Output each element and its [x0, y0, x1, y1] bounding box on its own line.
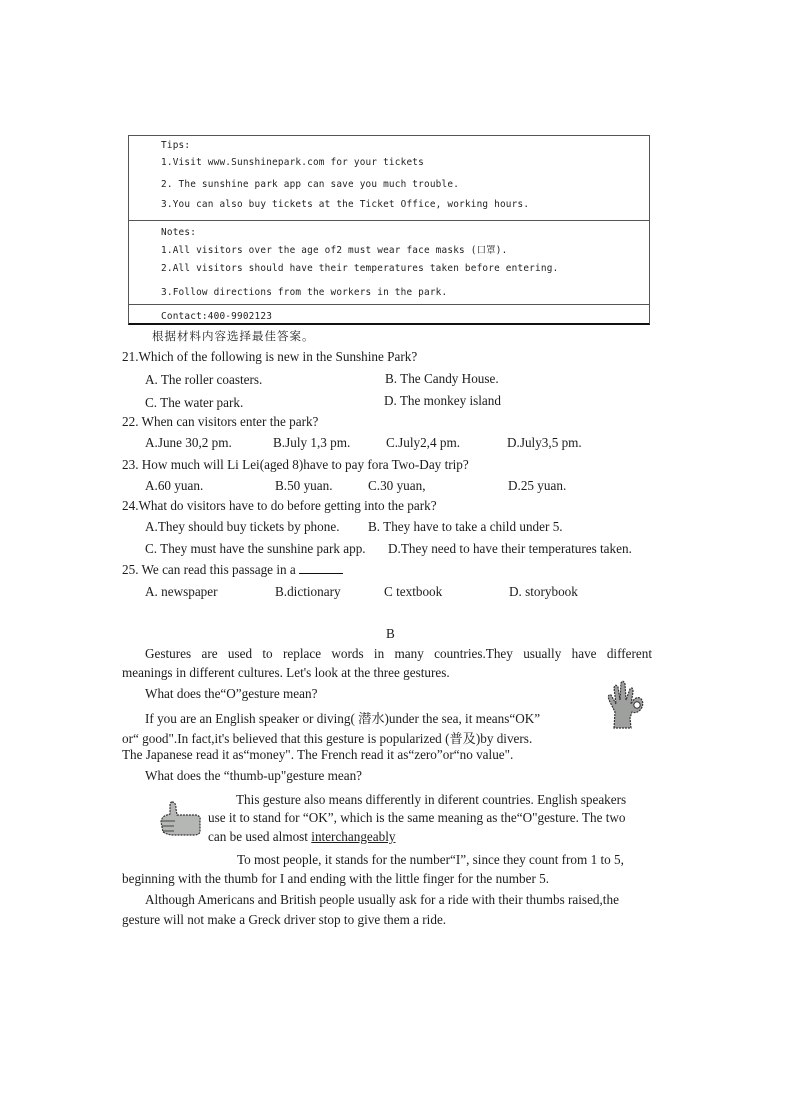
section-label: B: [386, 626, 395, 641]
paragraph-line: use it to stand for “OK”, which is the same meaning as the“O"gesture. The two: [208, 810, 626, 825]
option-b: B.50 yuan.: [275, 478, 333, 493]
option-d: D.They need to have their temperatures taken.: [388, 541, 632, 556]
tip-item: 2. The sunshine park app can save you much trouble.: [161, 179, 460, 190]
question-stem: 23. How much will Li Lei(aged 8)have to pay fora Two-Day trip?: [122, 457, 469, 472]
option-b: B.July 1,3 pm.: [273, 435, 351, 450]
option-a: A. newspaper: [145, 584, 218, 599]
note-item: 2.All visitors should have their temperatures taken before entering.: [161, 263, 559, 274]
paragraph-line: [208, 829, 396, 845]
ok-hand-icon: [604, 676, 646, 732]
notes-heading: Notes:: [161, 227, 197, 238]
subheading-o-gesture: What does the“O”gesture mean?: [145, 686, 318, 701]
option-c: C. The water park.: [145, 395, 244, 410]
option-c: C textbook: [384, 584, 443, 599]
question-stem-text: 25. We can read this passage in a: [122, 562, 296, 577]
note-item: 1.All visitors over the age of2 must wear face masks (口罩).: [161, 245, 508, 256]
option-d: D.25 yuan.: [508, 478, 567, 493]
option-b: B.dictionary: [275, 584, 341, 599]
option-b: B. The Candy House.: [385, 371, 499, 386]
option-a: A.June 30,2 pm.: [145, 435, 232, 450]
contact-info: Contact:400-9902123: [161, 311, 273, 322]
option-c: C.30 yuan,: [368, 478, 426, 493]
paragraph-line: To most people, it stands for the number“I”, since they count from 1 to 5,: [237, 852, 624, 867]
instruction-text: 根据材料内容选择最佳答案。: [152, 329, 315, 343]
answer-blank: [299, 562, 343, 574]
option-c: C. They must have the sunshine park app.: [145, 541, 366, 556]
question-stem: 22. When can visitors enter the park?: [122, 414, 319, 429]
tips-heading: Tips:: [161, 140, 191, 151]
option-a: A. The roller coasters.: [145, 372, 263, 387]
paragraph-line: If you are an English speaker or diving( 潜水)under the sea, it means“OK”: [145, 711, 541, 726]
underlined-word: interchangeably: [311, 829, 396, 844]
option-b: B. They have to take a child under 5.: [368, 519, 563, 534]
question-stem: 24.What do visitors have to do before getting into the park?: [122, 498, 437, 513]
paragraph-line: beginning with the thumb for I and ending with the little finger for the number 5.: [122, 871, 550, 886]
option-d: D. The monkey island: [384, 393, 501, 408]
option-d: D. storybook: [509, 584, 578, 599]
paragraph-line: or“ good".In fact,it's believed that this gesture is popularized (普及)by divers.: [122, 731, 533, 746]
option-d: D.July3,5 pm.: [507, 435, 582, 450]
divider-notes-contact: [129, 304, 649, 305]
paragraph-line: gesture will not make a Greck driver stop to give them a ride.: [122, 912, 447, 927]
note-item: 3.Follow directions from the workers in the park.: [161, 287, 448, 298]
paragraph-line: Gestures are used to replace words in many countries.They usually have different: [145, 646, 652, 661]
tip-item: 1.Visit www.Sunshinepark.com for your tickets: [161, 157, 424, 168]
tip-item: 3.You can also buy tickets at the Ticket Office, working hours.: [161, 199, 530, 210]
subheading-thumb-gesture: What does the “thumb-up"gesture mean?: [145, 768, 363, 783]
question-stem: [122, 562, 343, 578]
paragraph-line: meanings in different cultures. Let's look at the three gestures.: [122, 665, 450, 680]
paragraph-line: This gesture also means differently in diferent countries. English speakers: [236, 792, 627, 807]
thumbs-up-icon: [158, 800, 204, 838]
question-stem: 21.Which of the following is new in the Sunshine Park?: [122, 349, 418, 364]
paragraph-line: Although Americans and British people usually ask for a ride with their thumbs raised,the: [145, 892, 619, 907]
option-a: A.60 yuan.: [145, 478, 204, 493]
divider-tips-notes: [129, 220, 649, 221]
option-a: A.They should buy tickets by phone.: [145, 519, 340, 534]
option-c: C.July2,4 pm.: [386, 435, 461, 450]
paragraph-line: The Japanese read it as“money". The French read it as“zero”or“no value".: [122, 747, 514, 762]
line-prefix: can be used almost: [208, 829, 312, 844]
